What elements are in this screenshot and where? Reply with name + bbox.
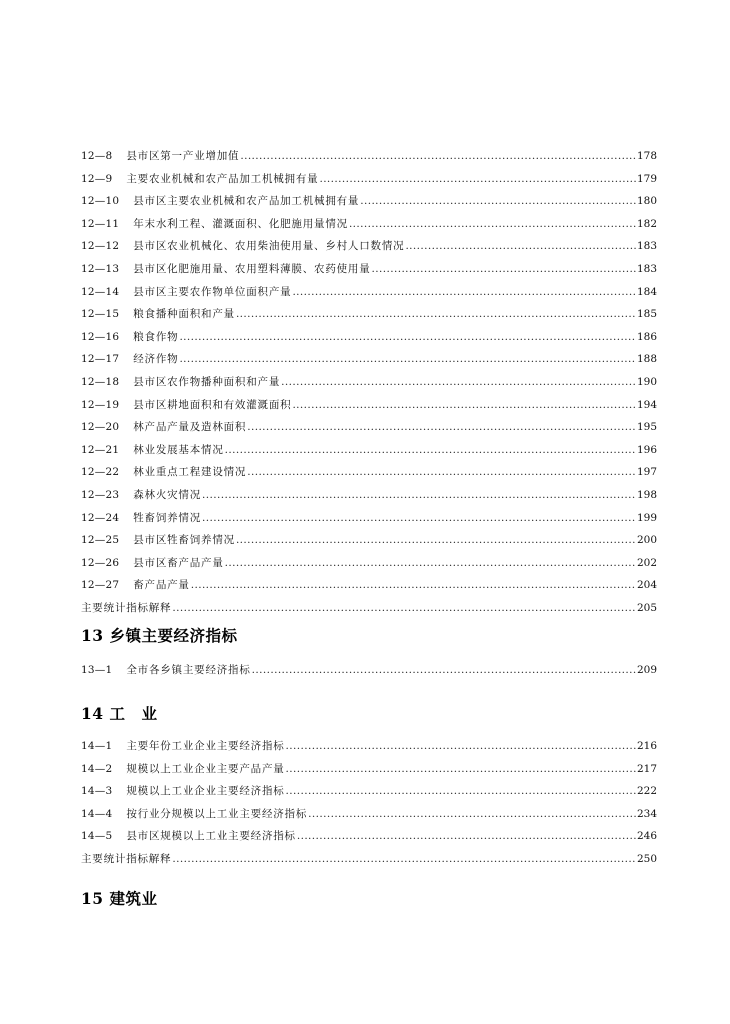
toc-entry[interactable] (81, 190, 657, 213)
toc-entry[interactable] (81, 484, 657, 507)
toc-entry[interactable] (81, 168, 657, 191)
entry-number: 12—17 (81, 353, 120, 366)
entry-number: 13—1 (81, 664, 113, 676)
entry-number: 12—13 (81, 262, 120, 275)
entry-title: 主要统计指标解释 (81, 852, 172, 865)
entry-number: 12—12 (81, 240, 120, 253)
entry-page: 180 (636, 195, 657, 208)
entry-title: 县市区牲畜饲养情况 (133, 534, 235, 547)
entry-page: 183 (636, 262, 657, 275)
dot-leader (202, 507, 636, 530)
entry-number: 12—22 (81, 466, 120, 479)
entry-title: 县市区主要农业机械和农产品加工机械拥有量 (133, 195, 360, 208)
dot-leader (247, 461, 636, 484)
dot-leader (247, 416, 636, 439)
entry-page: 250 (636, 852, 657, 865)
toc-entry-explanation[interactable] (81, 848, 657, 871)
toc-entry[interactable] (81, 258, 657, 281)
toc-entry[interactable] (81, 235, 657, 258)
entry-page: 194 (636, 398, 657, 411)
entry-number: 14—2 (81, 762, 113, 775)
dot-leader (202, 484, 636, 507)
toc-entry[interactable] (81, 416, 657, 439)
entry-title: 森林火灾情况 (133, 488, 202, 501)
toc-entry[interactable] (81, 348, 657, 371)
entry-number: 14—5 (81, 830, 113, 843)
entry-title: 经济作物 (133, 353, 179, 366)
entry-title: 主要统计指标解释 (81, 601, 172, 614)
toc-group-14 (81, 735, 657, 871)
entry-page: 185 (636, 308, 657, 321)
toc-entry[interactable] (81, 574, 657, 597)
entry-title: 县市区农作物播种面积和产量 (133, 375, 281, 388)
toc-entry[interactable] (81, 281, 657, 304)
entry-number: 12—23 (81, 488, 120, 501)
entry-number: 12—25 (81, 534, 120, 547)
toc-entry[interactable] (81, 552, 657, 575)
entry-number: 14—4 (81, 807, 113, 820)
entry-title: 规模以上工业企业主要产品产量 (126, 762, 285, 775)
entry-page: 195 (636, 421, 657, 434)
entry-number: 12—16 (81, 330, 120, 343)
entry-page: 183 (636, 240, 657, 253)
entry-title: 县市区农业机械化、农用柴油使用量、乡村人口数情况 (133, 240, 405, 253)
entry-number: 14—3 (81, 785, 113, 798)
entry-page: 217 (636, 762, 657, 775)
section-heading-14[interactable]: 14 工 业 (81, 704, 158, 723)
entry-page: 222 (636, 785, 657, 798)
toc-entry[interactable] (81, 758, 657, 781)
entry-page: 186 (636, 330, 657, 343)
toc-entry[interactable] (81, 303, 657, 326)
dot-leader (172, 597, 636, 620)
dot-leader (252, 659, 636, 682)
entry-title: 规模以上工业企业主要经济指标 (126, 785, 285, 798)
toc-entry[interactable] (81, 529, 657, 552)
entry-title: 按行业分规模以上工业主要经济指标 (126, 807, 308, 820)
entry-number: 12—18 (81, 375, 120, 388)
entry-title: 县市区主要农作物单位面积产量 (133, 285, 292, 298)
section-heading-15[interactable]: 15 建筑业 (81, 889, 158, 908)
dot-leader (240, 145, 636, 168)
entry-number: 12—26 (81, 556, 120, 569)
dot-leader (236, 303, 636, 326)
entry-title: 林业发展基本情况 (133, 443, 224, 456)
dot-leader (292, 394, 636, 417)
entry-number: 12—9 (81, 172, 113, 185)
toc-entry-explanation[interactable] (81, 597, 657, 620)
dot-leader (236, 529, 636, 552)
entry-title: 县市区规模以上工业主要经济指标 (126, 830, 296, 843)
entry-page: 200 (636, 534, 657, 547)
entry-page: 182 (636, 217, 657, 230)
toc-entry[interactable] (81, 213, 657, 236)
dot-leader (360, 190, 636, 213)
entry-page: 202 (636, 556, 657, 569)
entry-number: 12—20 (81, 421, 120, 434)
toc-entry[interactable] (81, 735, 657, 758)
entry-page: 190 (636, 375, 657, 388)
entry-title: 林产品产量及造林面积 (133, 421, 247, 434)
entry-title: 粮食作物 (133, 330, 179, 343)
entry-number: 12—15 (81, 308, 120, 321)
entry-title: 全市各乡镇主要经济指标 (126, 664, 251, 676)
entry-page: 179 (636, 172, 657, 185)
entry-number: 12—10 (81, 195, 120, 208)
entry-page: 188 (636, 353, 657, 366)
dot-leader (225, 439, 636, 462)
toc-group-13 (81, 659, 657, 682)
entry-page: 234 (636, 807, 657, 820)
dot-leader (349, 213, 636, 236)
entry-number: 12—21 (81, 443, 120, 456)
entry-number: 12—27 (81, 579, 120, 592)
dot-leader (286, 758, 636, 781)
dot-leader (405, 235, 636, 258)
dot-leader (292, 281, 636, 304)
entry-title: 牲畜饲养情况 (133, 511, 202, 524)
dot-leader (286, 780, 636, 803)
toc-entry[interactable] (81, 803, 657, 826)
toc-entry[interactable] (81, 461, 657, 484)
dot-leader (308, 803, 636, 826)
entry-page: 198 (636, 488, 657, 501)
entry-number: 12—24 (81, 511, 120, 524)
entry-page: 178 (636, 150, 657, 162)
dot-leader (372, 258, 636, 281)
entry-page: 204 (636, 579, 657, 592)
dot-leader (179, 326, 636, 349)
entry-page: 184 (636, 285, 657, 298)
entry-page: 209 (636, 664, 657, 676)
entry-page: 205 (636, 601, 657, 614)
toc-entry[interactable] (81, 326, 657, 349)
dot-leader (172, 848, 636, 871)
dot-leader (225, 552, 636, 575)
entry-title: 畜产品产量 (133, 579, 190, 592)
toc-entry[interactable] (81, 371, 657, 394)
toc-entry[interactable] (81, 507, 657, 530)
toc-entry[interactable] (81, 145, 657, 168)
toc-group-12 (81, 145, 657, 619)
entry-number: 12—11 (81, 217, 120, 230)
dot-leader (179, 348, 636, 371)
toc-entry[interactable] (81, 659, 657, 682)
entry-number: 12—14 (81, 285, 120, 298)
dot-leader (281, 371, 636, 394)
section-heading-13[interactable]: 13 乡镇主要经济指标 (81, 626, 238, 645)
toc-entry[interactable] (81, 439, 657, 462)
entry-title: 县市区畜产品产量 (133, 556, 224, 569)
entry-page: 246 (636, 830, 657, 843)
entry-title: 主要年份工业企业主要经济指标 (126, 740, 285, 752)
entry-title: 县市区化肥施用量、农用塑料薄膜、农药使用量 (133, 262, 371, 275)
entry-number: 12—19 (81, 398, 120, 411)
entry-title: 县市区耕地面积和有效灌溉面积 (133, 398, 292, 411)
dot-leader (286, 735, 636, 758)
toc-entry[interactable] (81, 825, 657, 848)
dot-leader (297, 825, 636, 848)
entry-number: 14—1 (81, 740, 113, 752)
toc-entry[interactable] (81, 394, 657, 417)
entry-page: 197 (636, 466, 657, 479)
toc-entry[interactable] (81, 780, 657, 803)
entry-title: 粮食播种面积和产量 (133, 308, 235, 321)
dot-leader (319, 168, 636, 191)
entry-title: 年末水利工程、灌溉面积、化肥施用量情况 (133, 217, 348, 230)
entry-title: 林业重点工程建设情况 (133, 466, 247, 479)
entry-title: 县市区第一产业增加值 (126, 150, 240, 162)
entry-number: 12—8 (81, 150, 113, 162)
entry-page: 196 (636, 443, 657, 456)
entry-page: 199 (636, 511, 657, 524)
entry-page: 216 (636, 740, 657, 752)
dot-leader (191, 574, 636, 597)
entry-title: 主要农业机械和农产品加工机械拥有量 (126, 172, 319, 185)
